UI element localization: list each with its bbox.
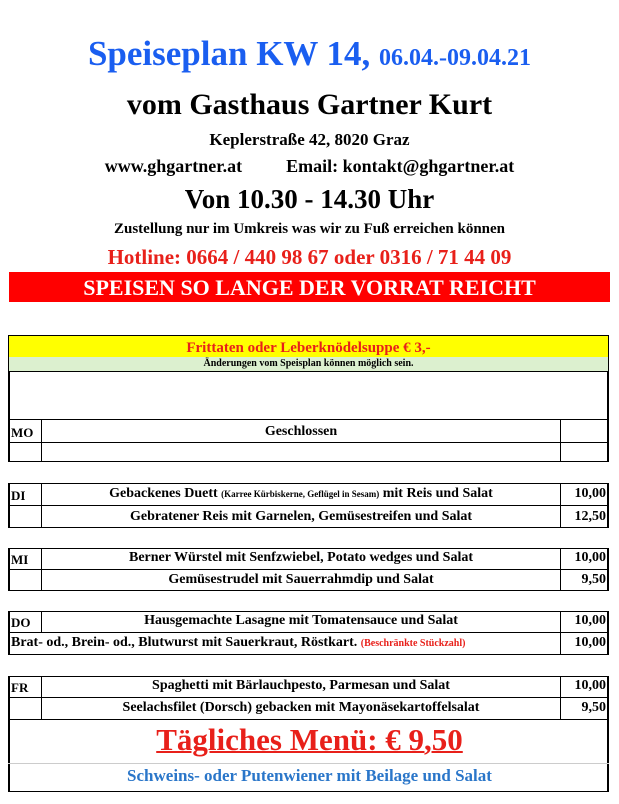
dish-name: Brat- od., Brein- od., Blutwurst mit Sauerkraut, Röstkart. (Beschränkte Stückzahl): [11, 635, 466, 650]
daily-menu-title: Tägliches Menü: € 9,50: [156, 722, 463, 757]
contact-line: [0, 156, 619, 177]
dish-note: (Beschränkte Stückzahl): [360, 638, 466, 649]
dish-price: 10,00: [574, 486, 606, 501]
opening-hours: Von 10.30 - 14.30 Uhr: [184, 184, 435, 214]
delivery-note: Zustellung nur im Umkreis was wir zu Fuß erreichen können: [113, 221, 506, 237]
dish-price: 10,00: [574, 635, 606, 650]
title-text: Speiseplan KW 14,: [87, 34, 371, 73]
day-label: DI: [11, 488, 26, 503]
day-label: FR: [11, 680, 29, 695]
day-label: MI: [11, 552, 29, 567]
email-link[interactable]: Email: kontakt@ghgartner.at: [286, 156, 515, 176]
dish-name: Geschlossen: [264, 424, 338, 439]
dish-price: 10,00: [574, 678, 606, 693]
website-link[interactable]: www.ghgartner.at: [104, 156, 243, 176]
dish-name: Gebratener Reis mit Garnelen, Gemüsestreifen und Salat: [129, 509, 473, 524]
dish-price: 12,50: [574, 509, 606, 524]
hotline: Hotline: 0664 / 440 98 67 oder 0316 / 71 44 09: [107, 245, 512, 269]
dish-name: Seelachsfilet (Dorsch) gebacken mit Mayonäsekartoffelsalat: [122, 700, 480, 715]
dish-name: Spaghetti mit Bärlauchpesto, Parmesan und Salat: [152, 678, 450, 693]
stock-banner: SPEISEN SO LANGE DER VORRAT REICHT: [9, 272, 610, 302]
daily-menu: [9, 722, 610, 758]
date-range: 06.04.-09.04.21: [379, 45, 532, 71]
address: Keplerstraße 42, 8020 Graz: [209, 130, 410, 149]
dish-price: 10,00: [574, 550, 606, 565]
dish-name: Gemüsestrudel mit Sauerrahmdip und Salat: [168, 572, 434, 587]
dish-name: Berner Würstel mit Senfzwiebel, Potato wedges und Salat: [128, 550, 473, 565]
day-label: DO: [11, 615, 31, 630]
day-label: MO: [11, 425, 34, 440]
restaurant-name: vom Gasthaus Gartner Kurt: [126, 88, 493, 121]
dish-name: Gebackenes Duett (Karree Kürbiskerne, Geflügel in Sesam) mit Reis und Salat: [109, 486, 493, 501]
dish-price: 9,50: [581, 572, 606, 587]
dish-note: (Karree Kürbiskerne, Geflügel in Sesam): [221, 489, 380, 499]
daily-menu-description: Schweins- oder Putenwiener mit Beilage und Salat: [127, 766, 492, 785]
soup-offer: Frittaten oder Leberknödelsuppe € 3,-: [186, 340, 431, 356]
page-title: [0, 34, 619, 74]
dish-price: 9,50: [581, 700, 606, 715]
dish-name: Hausgemachte Lasagne mit Tomatensauce und Salat: [144, 613, 458, 628]
changes-note: Änderungen vom Speisplan können möglich sein.: [203, 358, 414, 369]
dish-price: 10,00: [574, 613, 606, 628]
